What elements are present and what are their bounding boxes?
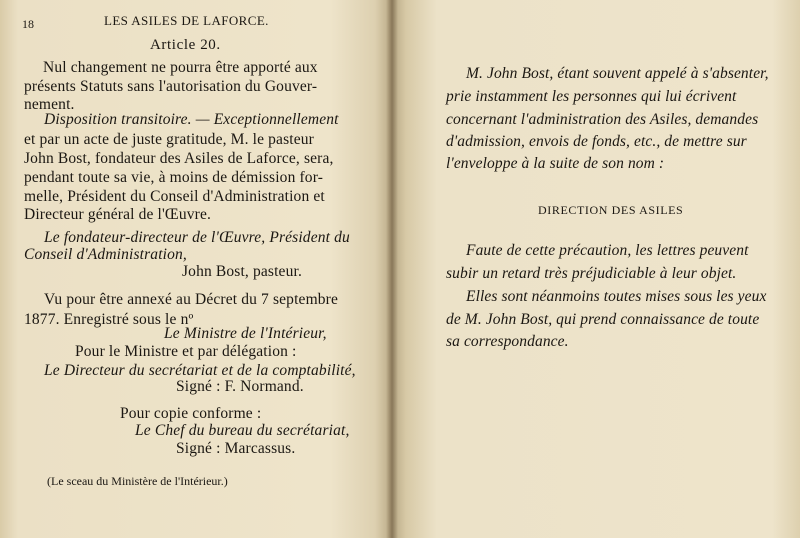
transitional-provision-line: melle, Président du Conseil d'Administration et xyxy=(24,188,325,205)
closing-line: Faute de cette précaution, les lettres peuvent xyxy=(466,242,749,259)
article-text-line: Nul changement ne pourra être apporté aux xyxy=(43,59,318,76)
signature-marcassus: Signé : Marcassus. xyxy=(176,440,296,457)
closing-line: Elles sont néanmoins toutes mises sous les yeux xyxy=(466,288,767,305)
signature-normand: Signé : F. Normand. xyxy=(176,378,304,395)
minister-title: Le Ministre de l'Intérieur, xyxy=(164,325,327,342)
notice-line: l'enveloppe à la suite de son nom : xyxy=(446,155,665,172)
director-title: Le Directeur du secrétariat et de la comptabilité, xyxy=(44,362,356,379)
transitional-provision-line: John Bost, fondateur des Asiles de Laforce, sera, xyxy=(24,150,334,167)
notice-line: prie instamment les personnes qui lui écrivent xyxy=(446,88,737,105)
annex-note-line: 1877. Enregistré sous le nº xyxy=(24,311,194,328)
closing-line: sa correspondance. xyxy=(446,333,569,350)
certified-copy-line: Pour copie conforme : xyxy=(120,405,262,422)
signatory-name: John Bost, pasteur. xyxy=(182,263,302,280)
notice-line: concernant l'administration des Asiles, demandes xyxy=(446,111,759,128)
transitional-provision-line: Directeur général de l'Œuvre. xyxy=(24,206,212,223)
signatory-title-line: Le fondateur-directeur de l'Œuvre, Président du xyxy=(44,229,350,246)
notice-line: M. John Bost, étant souvent appelé à s'absenter, xyxy=(466,65,769,82)
book-gutter xyxy=(386,0,398,538)
transitional-provision-line: et par un acte de juste gratitude, M. le pasteur xyxy=(24,131,314,148)
article-title: Article 20. xyxy=(150,37,221,53)
closing-line: subir un retard très préjudiciable à leur objet. xyxy=(446,265,737,282)
running-head: LES ASILES DE LAFORCE. xyxy=(104,13,269,28)
article-text-line: présents Statuts sans l'autorisation du Gouver- xyxy=(24,78,318,95)
transitional-provision-line: pendant toute sa vie, à moins de démission for- xyxy=(24,169,324,186)
delegation-line: Pour le Ministre et par délégation : xyxy=(75,343,297,360)
page-number: 18 xyxy=(22,17,34,31)
annex-note-line: Vu pour être annexé au Décret du 7 septembre xyxy=(44,291,339,308)
signatory-title-line: Conseil d'Administration, xyxy=(24,246,187,263)
bureau-chief-title: Le Chef du bureau du secrétariat, xyxy=(135,422,350,439)
article-text-line: nement. xyxy=(24,96,75,113)
transitional-provision-line: Disposition transitoire. — Exceptionnellement xyxy=(44,111,339,128)
closing-line: de M. John Bost, qui prend connaissance de toute xyxy=(446,311,760,328)
seal-note: (Le sceau du Ministère de l'Intérieur.) xyxy=(47,474,228,488)
direction-heading: DIRECTION DES ASILES xyxy=(538,203,684,217)
notice-line: d'admission, envois de fonds, etc., de mettre sur xyxy=(446,133,747,150)
